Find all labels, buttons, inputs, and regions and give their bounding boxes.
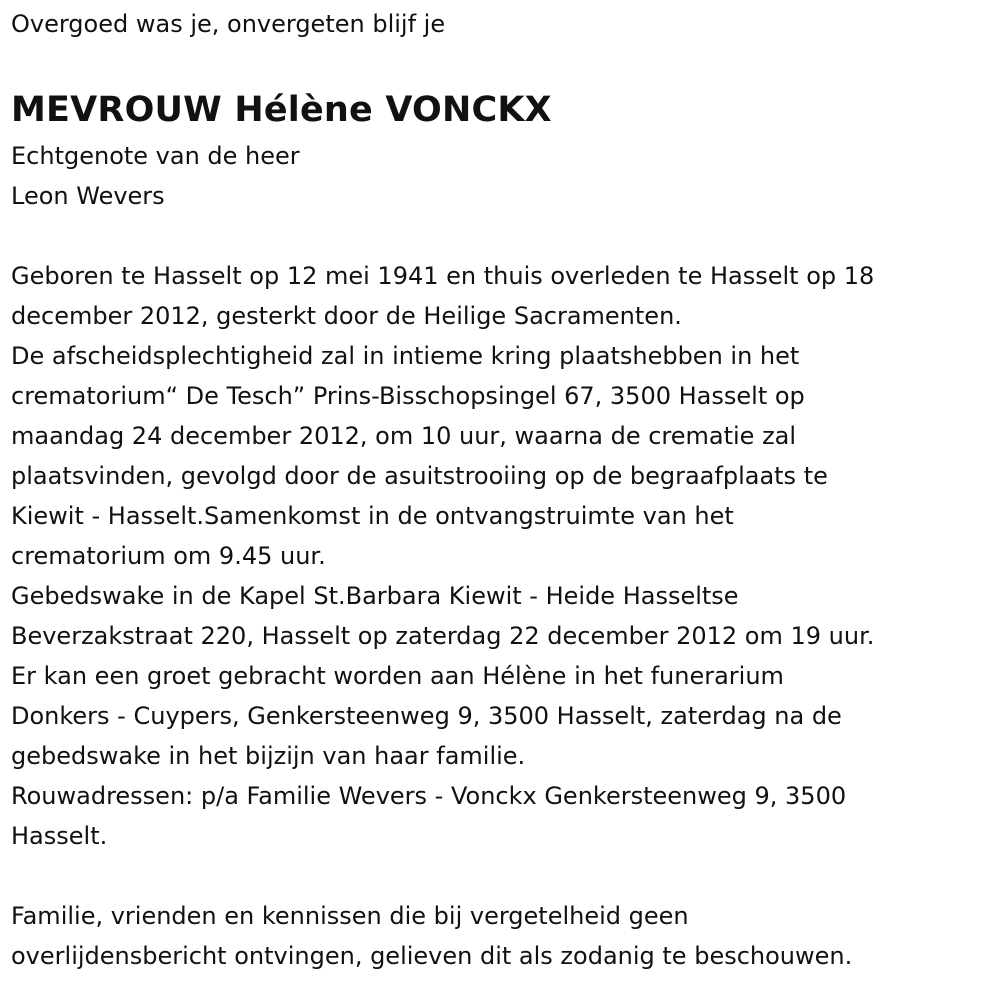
closing-line: overlijdensbericht ontvingen, gelieven dit als zodanig te beschouwen. [11,942,853,970]
body-line: gebedswake in het bijzijn van haar familie. [11,742,526,770]
body-line: De afscheidsplechtigheid zal in intieme kring plaatshebben in het [11,342,800,370]
closing-note [11,896,986,976]
body-line: Geboren te Hasselt op 12 mei 1941 en thuis overleden te Hasselt op 18 [11,262,875,290]
body-line: plaatsvinden, gevolgd door de asuitstrooiing op de begraafplaats te [11,462,828,490]
body-line: crematorium“ De Tesch” Prins-Bisschopsingel 67, 3500 Hasselt op [11,382,805,410]
body-line: Donkers - Cuypers, Genkersteenweg 9, 3500 Hasselt, zaterdag na de [11,702,842,730]
motto-text: Overgoed was je, onvergeten blijf je [11,10,446,38]
obituary-body [11,256,986,856]
spouse-line: Echtgenote van de heer [11,142,300,170]
body-line: Er kan een groet gebracht worden aan Hélène in het funerarium [11,662,784,690]
body-line: Kiewit - Hasselt.Samenkomst in de ontvangstruimte van het [11,502,734,530]
body-line: Beverzakstraat 220, Hasselt op zaterdag 22 december 2012 om 19 uur. [11,622,875,650]
body-line: Hasselt. [11,822,108,850]
obituary-notice [11,4,986,976]
body-line: crematorium om 9.45 uur. [11,542,326,570]
deceased-name: MEVROUW Hélène VONCKX [11,90,552,130]
spouse-line: Leon Wevers [11,182,165,210]
spouse-block [11,136,986,216]
body-line: maandag 24 december 2012, om 10 uur, waarna de crematie zal [11,422,797,450]
body-line: Gebedswake in de Kapel St.Barbara Kiewit - Heide Hasseltse [11,582,739,610]
body-line: december 2012, gesterkt door de Heilige Sacramenten. [11,302,682,330]
body-line: Rouwadressen: p/a Familie Wevers - Vonckx Genkersteenweg 9, 3500 [11,782,847,810]
closing-line: Familie, vrienden en kennissen die bij vergetelheid geen [11,902,689,930]
